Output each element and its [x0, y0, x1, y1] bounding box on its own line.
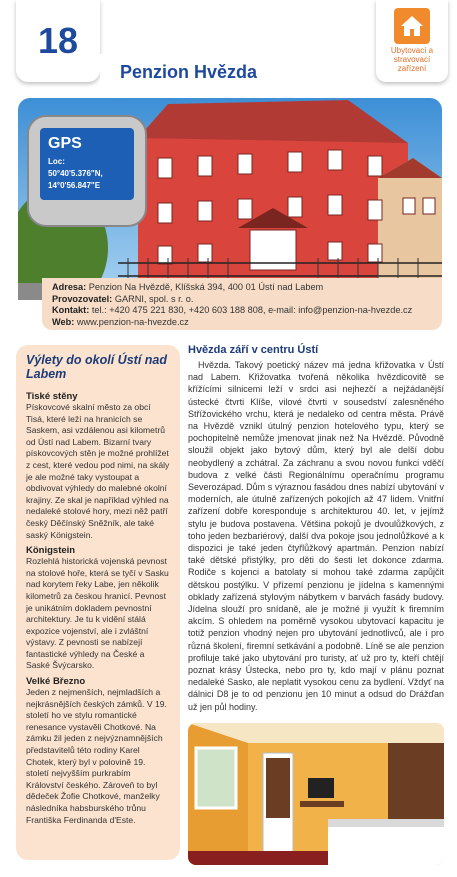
contact-value: tel.: +420 475 221 830, +420 603 188 808, e-mail: info@penzion-na-hvezde.cz [91, 305, 413, 315]
trip-text: Pískovcové skalní město za obcí Tisá, které leží na hranicích se Saskem, asi vzdálenou asi kilometrů od Ústí nad Labem. Bizarní tvary pískovcových stěn je možné prohlížet z cest, které vedou pod nimi, na skály je ale možné taky vystoupat a obdivovat výhledy do malebné okolní krajiny. Ze skal je například výhled na nedaleké stolové hory, mezi něž patří český Děčínský Sněžník, ale také saský Königstein. [26, 402, 170, 540]
web-link[interactable]: www.penzion-na-hvezde.cz [76, 316, 189, 327]
contact-info [42, 278, 442, 330]
trip-heading: Tiské stěny [26, 391, 78, 402]
article [188, 344, 444, 713]
gps-latitude: 50°40'5.376"N, [48, 169, 103, 178]
category-caption: Ubytovací a stravovací zařízení [390, 46, 434, 73]
house-icon [394, 8, 430, 44]
trip-text: Rozlehlá historická vojenská pevnost na stolové hoře, která se tyčí v Sasku nad korytem řeky Labe, jen několik kilometrů za českou hranicí. Pevnost je unikátním dokladem pevnostní architektury. Je tu k vidění stálá expozice vojenství, ale i zvláštní výstavy. Z pevnosti se nabízejí fantastické výhledy na České a Saské Švýcarsko. [26, 556, 169, 671]
trip-heading: Königstein [26, 545, 76, 557]
address-label: Adresa: [52, 282, 87, 292]
address-value: Penzion Na Hvězdě, Klíšská 394, 400 01 Ústí nad Labem [88, 282, 324, 292]
gps-label: GPS [48, 135, 82, 152]
room-photo [188, 723, 444, 865]
operator-value: GARNI, spol. s r. o. [114, 293, 194, 304]
article-body: Hvězda. Takový poetický název má jedna křižovatka v Ústí nad Labem. Křižovatka tvořená několika hvězdicovitě se křížícími silnicemi leží v srdci asi nejhezčí a nejžádanější ústecké čtvrti Klíše, vilové čtvrti v sousedství zalesněného Střížovického vrchu, která je nedaleko od centra města. Právě na Hvězdě vznikl útulný penzion hotelového typu, který se pochopitelně nemůže jmenovat jinak než Na Hvězdě. Původně sloužil objekt jako bytový dům, který byl ale delší dobu neobydlený a zchátral. Za záchranu a svou novou funkci vděčí budova z velké části Regionálnímu operačnímu programu Severozápad. Dům s výraznou fasádou dnes nabízí ubytování v moderních, ale útulně zařízených pokojích až 47 lidem. Vnitřní zařízení dobře koresponduje s architekturou 40. let, v jejímž stylu je budova postavena. Většina pokojů je dvoulůžkových, z toho jeden bezbariérový, další dva pokoje jsou jednolůžkové a k dispozici je také jeden čtyřlůžkový apartmán. Penzion nabízí také dětské přistýlky, pro děti do šesti let dokonce zdarma. Rodiče s kojenci a batolaty si mohou také zdarma zapůjčit dětskou postýlku. V přízemí penzionu je jídelna s kamennými obklady zařízená stylovým nábytkem v barvách fasády budovy. Jídelna slouží pro snídaně, ale je možné ji využít k firemním akcím. S ohledem na poměrně vysokou ubytovací kapacitu je totiž penzion vhodný nejen pro ubytování jednotlivců, ale i pro různá školení, firemní setkávání a podobně. Líně se ale penzion profiluje také jako ubytování pro turisty, ať už pro ty, kteří chtějí poznat krásy Ústecka, nebo pro ty, kdo mají v plánu poznat nedaleké Sasko, ale neplatit vysokou cenu za bydlení. Vždyť na dálnici D8 je to od penzionu jen 10 minut a odsud do Drážďan už jen půl hodiny. [188, 360, 444, 712]
sidebar-title: Výlety do okolí Ústí nad Labem [26, 353, 167, 381]
trip-text: Jeden z nejmenších, nejmladších a nejkrásnějších českých zámků. V 19. století ho ve stylu romantické renesance vystavěli Chotkové. Na zámku žil jeden z nejvýznamnějších představitelů této rodiny Karel Chotek, který byl v polovině 19. století nejvyšším purkrabím Království českého. Zároveň to byl dědeček Žofie Chotkové, manželky následníka habsburského trůnu Františka Ferdinanda d'Este. [26, 687, 167, 825]
trips-sidebar [16, 345, 180, 860]
gps-loc-label: Loc: [48, 157, 65, 166]
web-label: Web: [52, 316, 75, 327]
page-title: Penzion Hvězda [120, 62, 258, 82]
hotel-photo [18, 98, 442, 300]
article-heading: Hvězda září v centru Ústí [188, 344, 319, 356]
category-badge [376, 0, 448, 82]
page-number: 18 [16, 0, 100, 82]
contact-label: Kontakt: [52, 305, 90, 315]
operator-label: Provozovatel: [52, 293, 113, 304]
gps-longitude: 14°0'56.847"E [48, 181, 101, 190]
trip-heading: Velké Březno [26, 676, 86, 688]
